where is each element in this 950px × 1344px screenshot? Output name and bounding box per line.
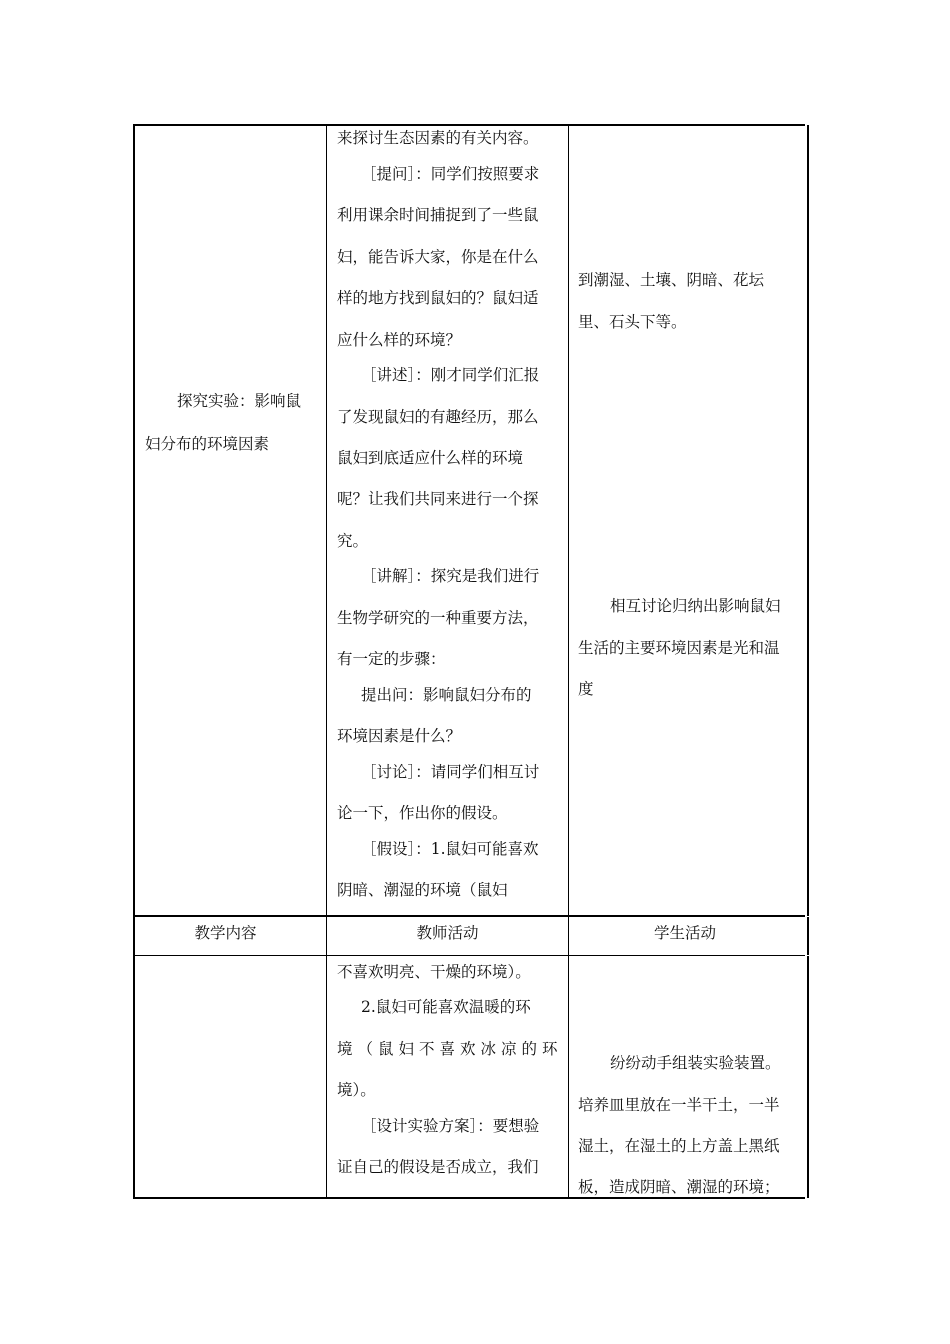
teacher-line: 呢？让我们共同来进行一个探 — [337, 490, 539, 508]
student-line: 湿土，在湿土的上方盖上黑纸 — [578, 1137, 780, 1155]
student-activity-cell — [569, 956, 805, 1198]
student-line: 里、石头下等。 — [578, 313, 687, 331]
content-cell — [135, 956, 327, 1198]
teacher-line: 鼠妇到底适应什么样的环境 — [337, 449, 524, 467]
student-line: 培养皿里放在一半干土，一半 — [578, 1096, 780, 1114]
student-line: 纷纷动手组装实验装置。 — [610, 1054, 781, 1072]
teacher-line: 证自己的假设是否成立，我们 — [337, 1158, 539, 1176]
header-teacher-activity: 教师活动 — [416, 924, 479, 942]
lesson-table-section-2 — [133, 956, 809, 1198]
student-line: 相互讨论归纳出影响鼠妇 — [610, 597, 781, 615]
header-cell-teacher — [327, 917, 569, 955]
topic-line: 妇分布的环境因素 — [145, 435, 270, 453]
teacher-line: 妇，能告诉大家，你是在什么 — [337, 248, 539, 266]
teacher-line: 阴暗、潮湿的环境（鼠妇 — [337, 881, 508, 899]
lesson-table-section-1 — [133, 125, 809, 916]
teacher-line: 不喜欢明亮、干燥的环境）。 — [337, 963, 531, 981]
teacher-line: ［讲述］：刚才同学们汇报 — [361, 366, 540, 384]
teacher-line: 论一下，作出你的假设。 — [337, 804, 508, 822]
teacher-line: 了发现鼠妇的有趣经历，那么 — [337, 408, 539, 426]
teacher-line: 境）。 — [337, 1081, 376, 1099]
teacher-line: ［假设］：1.鼠妇可能喜欢 — [361, 840, 539, 858]
teacher-activity-cell — [327, 956, 569, 1198]
teacher-line: ［设计实验方案］：要想验 — [361, 1117, 540, 1135]
content-cell — [135, 125, 327, 916]
teacher-line: 究。 — [337, 532, 369, 550]
teacher-line: 环境因素是什么？ — [337, 727, 462, 745]
student-line: 板，造成阴暗、潮湿的环境； — [578, 1178, 780, 1196]
header-cell-content — [135, 917, 327, 955]
header-teaching-content: 教学内容 — [194, 924, 257, 942]
teacher-line: 来探讨生态因素的有关内容。 — [337, 129, 539, 147]
teacher-line: 提出问：影响鼠妇分布的 — [361, 686, 532, 704]
teacher-line: 2.鼠妇可能喜欢温暖的环 — [361, 998, 531, 1016]
teacher-line: 应什么样的环境？ — [337, 331, 462, 349]
teacher-line: 有一定的步骤： — [337, 650, 446, 668]
topic-line: 探究实验：影响鼠 — [177, 392, 302, 410]
teacher-activity-cell — [327, 125, 569, 916]
teacher-line: ［讨论］：请同学们相互讨 — [361, 763, 540, 781]
table-header-row — [133, 917, 809, 955]
teacher-line: ［讲解］：探究是我们进行 — [361, 567, 540, 585]
student-activity-cell — [569, 125, 805, 916]
teacher-line: 境（鼠妇不喜欢冰凉的环 — [337, 1040, 563, 1058]
student-line: 度 — [578, 680, 594, 698]
header-student-activity: 学生活动 — [653, 924, 716, 942]
teacher-line: 样的地方找到鼠妇的？鼠妇适 — [337, 289, 539, 307]
student-line: 生活的主要环境因素是光和温 — [578, 639, 780, 657]
student-line: 到潮湿、土壤、阴暗、花坛 — [578, 271, 765, 289]
header-cell-student — [569, 917, 805, 955]
teacher-line: ［提问］：同学们按照要求 — [361, 165, 540, 183]
teacher-line: 利用课余时间捕捉到了一些鼠 — [337, 206, 539, 224]
teacher-line: 生物学研究的一种重要方法， — [337, 609, 539, 627]
